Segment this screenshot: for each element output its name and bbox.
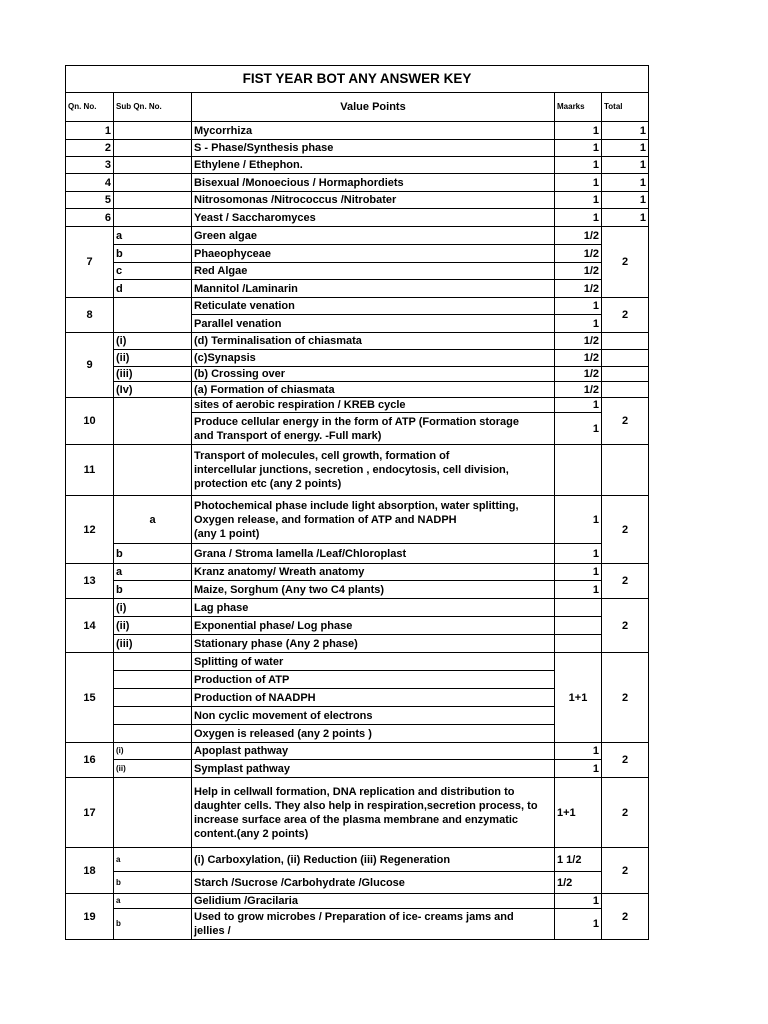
marks-cell: 1/2 xyxy=(555,280,602,298)
qn-cell: 6 xyxy=(66,209,114,227)
value-cell xyxy=(192,413,555,445)
sub-cell: (i) xyxy=(114,599,192,617)
sub-cell: d xyxy=(114,280,192,298)
qn-cell: 18 xyxy=(66,848,114,894)
sub-cell: (ii) xyxy=(114,760,192,778)
marks-cell: 1/2 xyxy=(555,333,602,350)
sub-cell: a xyxy=(114,894,192,909)
marks-cell: 1/2 xyxy=(555,227,602,245)
total-cell: 2 xyxy=(602,894,649,940)
value-cell: Maize, Sorghum (Any two C4 plants) xyxy=(192,581,555,599)
total-cell: 1 xyxy=(602,157,649,174)
marks-cell: 1 1/2 xyxy=(555,848,602,872)
sub-cell: (i) xyxy=(114,333,192,350)
table-row xyxy=(66,227,649,245)
total-cell xyxy=(602,367,649,382)
table-row xyxy=(66,599,649,617)
value-line: increase surface area of the plasma membrane and enzymatic xyxy=(194,813,519,826)
table-row xyxy=(66,635,649,653)
value-cell: Stationary phase (Any 2 phase) xyxy=(192,635,555,653)
table-row xyxy=(66,894,649,909)
value-cell: (a) Formation of chiasmata xyxy=(192,382,555,398)
sub-cell: b xyxy=(114,909,192,940)
value-line: Used to grow microbes / Preparation of ice- creams jams and xyxy=(194,911,514,923)
qn-cell: 12 xyxy=(66,496,114,564)
qn-cell: 8 xyxy=(66,298,114,333)
marks-cell xyxy=(555,599,602,617)
value-cell: Red Algae xyxy=(192,263,555,280)
table-row xyxy=(66,564,649,581)
value-cell xyxy=(192,445,555,496)
table-row xyxy=(66,760,649,778)
value-cell: (c)Synapsis xyxy=(192,350,555,367)
total-cell: 2 xyxy=(602,398,649,445)
total-cell: 2 xyxy=(602,653,649,743)
value-cell: Phaeophyceae xyxy=(192,245,555,263)
sub-cell xyxy=(114,778,192,848)
qn-cell: 10 xyxy=(66,398,114,445)
total-cell: 2 xyxy=(602,599,649,653)
marks-cell: 1 xyxy=(555,209,602,227)
table-row xyxy=(66,544,649,564)
table-row xyxy=(66,350,649,367)
value-cell: Green algae xyxy=(192,227,555,245)
marks-cell: 1 xyxy=(555,122,602,140)
sub-cell xyxy=(114,725,192,743)
table-row xyxy=(66,382,649,398)
sub-cell: (i) xyxy=(114,743,192,760)
sub-cell xyxy=(114,671,192,689)
total-cell: 2 xyxy=(602,227,649,298)
value-cell: Symplast pathway xyxy=(192,760,555,778)
sub-cell: (ii) xyxy=(114,350,192,367)
qn-cell: 13 xyxy=(66,564,114,599)
qn-cell: 9 xyxy=(66,333,114,398)
table-row xyxy=(66,209,649,227)
marks-cell: 1 xyxy=(555,174,602,192)
marks-cell: 1 xyxy=(555,564,602,581)
document-title: FIST YEAR BOT ANY ANSWER KEY xyxy=(66,66,649,93)
answer-key-table xyxy=(65,65,649,940)
table-row xyxy=(66,280,649,298)
header-qn-no: Qn. No. xyxy=(66,93,114,122)
sub-cell xyxy=(114,174,192,192)
table-row xyxy=(66,245,649,263)
value-cell xyxy=(192,778,555,848)
qn-cell: 17 xyxy=(66,778,114,848)
marks-cell: 1/2 xyxy=(555,245,602,263)
value-cell: Ethylene / Ethephon. xyxy=(192,157,555,174)
sub-cell: b xyxy=(114,544,192,564)
table-row xyxy=(66,263,649,280)
value-cell: sites of aerobic respiration / KREB cycle xyxy=(192,398,555,413)
header-value-points: Value Points xyxy=(192,93,555,122)
table-row xyxy=(66,367,649,382)
marks-cell: 1 xyxy=(555,413,602,445)
value-cell: Nitrosomonas /Nitrococcus /Nitrobater xyxy=(192,192,555,209)
value-cell: S - Phase/Synthesis phase xyxy=(192,140,555,157)
value-line: Transport of molecules, cell growth, formation of xyxy=(194,450,450,462)
table-row xyxy=(66,157,649,174)
marks-cell: 1 xyxy=(555,192,602,209)
table-row xyxy=(66,743,649,760)
table-row xyxy=(66,192,649,209)
sub-cell: a xyxy=(114,227,192,245)
value-cell: Yeast / Saccharomyces xyxy=(192,209,555,227)
total-cell xyxy=(602,333,649,350)
table-row xyxy=(66,333,649,350)
total-cell: 2 xyxy=(602,743,649,778)
value-cell: Exponential phase/ Log phase xyxy=(192,617,555,635)
table-row xyxy=(66,909,649,940)
value-line: Help in cellwall formation, DNA replication and distribution to xyxy=(194,785,515,798)
qn-cell: 7 xyxy=(66,227,114,298)
marks-cell: 1 xyxy=(555,760,602,778)
marks-cell xyxy=(555,635,602,653)
qn-cell: 3 xyxy=(66,157,114,174)
value-line: Photochemical phase include light absorption, water splitting, xyxy=(194,499,519,512)
total-cell: 2 xyxy=(602,848,649,894)
sub-cell xyxy=(114,445,192,496)
sub-cell: b xyxy=(114,872,192,894)
value-cell: Starch /Sucrose /Carbohydrate /Glucose xyxy=(192,872,555,894)
table-row xyxy=(66,140,649,157)
table-row xyxy=(66,298,649,315)
qn-cell: 11 xyxy=(66,445,114,496)
value-cell: Apoplast pathway xyxy=(192,743,555,760)
value-line: daughter cells. They also help in respiration,secretion process, to xyxy=(194,799,538,812)
value-cell: (b) Crossing over xyxy=(192,367,555,382)
sub-cell: b xyxy=(114,245,192,263)
qn-cell: 4 xyxy=(66,174,114,192)
marks-cell: 1/2 xyxy=(555,382,602,398)
total-cell: 1 xyxy=(602,174,649,192)
qn-cell: 2 xyxy=(66,140,114,157)
sub-cell xyxy=(114,157,192,174)
value-line: and Transport of energy. -Full mark) xyxy=(194,429,382,442)
marks-cell: 1 xyxy=(555,909,602,940)
sub-cell xyxy=(114,140,192,157)
value-cell: Mannitol /Laminarin xyxy=(192,280,555,298)
total-cell xyxy=(602,382,649,398)
qn-cell: 16 xyxy=(66,743,114,778)
marks-cell: 1 xyxy=(555,544,602,564)
total-cell: 2 xyxy=(602,496,649,564)
marks-cell: 1/2 xyxy=(555,367,602,382)
header-marks: Maarks xyxy=(555,93,602,122)
sub-cell: (Iv) xyxy=(114,382,192,398)
value-cell xyxy=(192,496,555,544)
marks-cell: 1/2 xyxy=(555,263,602,280)
header-total: Total xyxy=(602,93,649,122)
table-row xyxy=(66,872,649,894)
marks-cell: 1 xyxy=(555,743,602,760)
qn-cell: 5 xyxy=(66,192,114,209)
marks-cell: 1+1 xyxy=(555,653,602,743)
sub-cell xyxy=(114,122,192,140)
qn-cell: 15 xyxy=(66,653,114,743)
marks-cell xyxy=(555,617,602,635)
sub-cell xyxy=(114,653,192,671)
qn-cell: 1 xyxy=(66,122,114,140)
value-line: content.(any 2 points) xyxy=(194,827,309,840)
value-cell: Oxygen is released (any 2 points ) xyxy=(192,725,555,743)
table-row xyxy=(66,445,649,496)
value-line: intercellular junctions, secretion , endocytosis, cell division, xyxy=(194,464,509,476)
marks-cell: 1 xyxy=(555,298,602,315)
value-cell: Non cyclic movement of electrons xyxy=(192,707,555,725)
value-cell: Gelidium /Gracilaria xyxy=(192,894,555,909)
total-cell: 2 xyxy=(602,298,649,333)
value-cell: Kranz anatomy/ Wreath anatomy xyxy=(192,564,555,581)
sub-cell xyxy=(114,398,192,445)
table-row xyxy=(66,581,649,599)
marks-cell: 1 xyxy=(555,157,602,174)
table-row xyxy=(66,496,649,544)
sub-cell xyxy=(114,689,192,707)
value-cell: Splitting of water xyxy=(192,653,555,671)
value-line: Produce cellular energy in the form of ATP (Formation storage xyxy=(194,415,519,428)
marks-cell: 1/2 xyxy=(555,350,602,367)
sub-cell: a xyxy=(114,496,192,544)
value-line: (any 1 point) xyxy=(194,527,260,540)
table-row xyxy=(66,848,649,872)
marks-cell xyxy=(555,445,602,496)
table-row xyxy=(66,653,649,671)
value-line: jellies / xyxy=(194,925,231,937)
sub-cell: b xyxy=(114,581,192,599)
table-row xyxy=(66,398,649,413)
sub-cell xyxy=(114,192,192,209)
sub-cell xyxy=(114,707,192,725)
marks-cell: 1 xyxy=(555,398,602,413)
value-line: protection etc (any 2 points) xyxy=(194,478,342,490)
value-cell: Reticulate venation xyxy=(192,298,555,315)
sub-cell xyxy=(114,209,192,227)
value-cell: Production of ATP xyxy=(192,671,555,689)
total-cell: 2 xyxy=(602,564,649,599)
marks-cell: 1 xyxy=(555,140,602,157)
sub-cell: a xyxy=(114,564,192,581)
value-cell: (d) Terminalisation of chiasmata xyxy=(192,333,555,350)
qn-cell: 19 xyxy=(66,894,114,940)
value-cell xyxy=(192,909,555,940)
table-row xyxy=(66,174,649,192)
sub-cell: c xyxy=(114,263,192,280)
value-cell: Bisexual /Monoecious / Hormaphordiets xyxy=(192,174,555,192)
marks-cell: 1/2 xyxy=(555,872,602,894)
table-row xyxy=(66,617,649,635)
value-cell: Parallel venation xyxy=(192,315,555,333)
header-sub-qn-no: Sub Qn. No. xyxy=(114,93,192,122)
total-cell: 1 xyxy=(602,122,649,140)
marks-cell: 1 xyxy=(555,894,602,909)
total-cell xyxy=(602,445,649,496)
value-cell: Production of NAADPH xyxy=(192,689,555,707)
marks-cell: 1+1 xyxy=(555,778,602,848)
total-cell: 1 xyxy=(602,192,649,209)
sub-cell: (iii) xyxy=(114,635,192,653)
total-cell: 2 xyxy=(602,778,649,848)
qn-cell: 14 xyxy=(66,599,114,653)
table-row xyxy=(66,778,649,848)
total-cell: 1 xyxy=(602,209,649,227)
sub-cell: a xyxy=(114,848,192,872)
sub-cell: (ii) xyxy=(114,617,192,635)
value-line: Oxygen release, and formation of ATP and NADPH xyxy=(194,513,457,526)
value-cell: Mycorrhiza xyxy=(192,122,555,140)
marks-cell: 1 xyxy=(555,496,602,544)
marks-cell: 1 xyxy=(555,581,602,599)
sub-cell xyxy=(114,298,192,333)
marks-cell: 1 xyxy=(555,315,602,333)
total-cell xyxy=(602,350,649,367)
value-cell: Grana / Stroma lamella /Leaf/Chloroplast xyxy=(192,544,555,564)
value-cell: Lag phase xyxy=(192,599,555,617)
total-cell: 1 xyxy=(602,140,649,157)
value-cell: (i) Carboxylation, (ii) Reduction (iii) Regeneration xyxy=(192,848,555,872)
table-row xyxy=(66,122,649,140)
sub-cell: (iii) xyxy=(114,367,192,382)
